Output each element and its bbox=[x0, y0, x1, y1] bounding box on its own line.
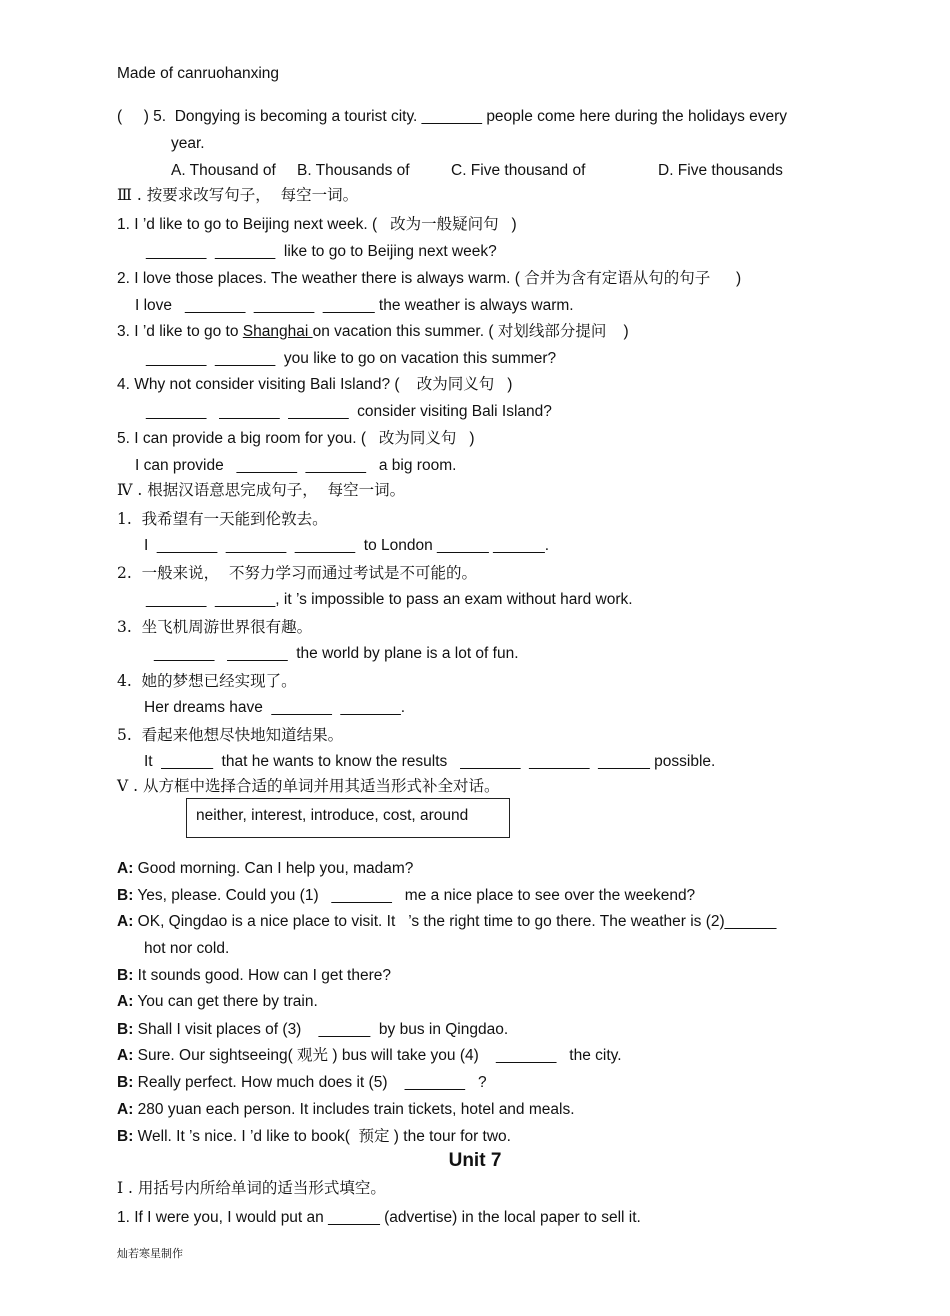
s3-q3-underlined: Shanghai bbox=[242, 323, 313, 340]
s4-a4: Her dreams have _______ _______. bbox=[144, 699, 406, 716]
q5-option-c: C. Five thousand of bbox=[451, 162, 586, 179]
s3-q2: 2. I love those places. The weather there is always warm. ( 合并为含有定语从句的句子 ) bbox=[117, 270, 742, 287]
speaker-label: B: bbox=[117, 967, 134, 984]
unit7-section1-title: Ⅰ . 用括号内所给单词的适当形式填空。 bbox=[117, 1179, 386, 1197]
dialog-text: 280 yuan each person. It includes train tickets, hotel and meals. bbox=[137, 1101, 575, 1118]
dialog-text: Well. It ’s nice. I ’d like to book( 预定 ) the tour for two. bbox=[137, 1128, 511, 1145]
q5-line1: ( ) 5. Dongying is becoming a tourist city. _______ people come here during the holidays every bbox=[117, 108, 788, 125]
q5-option-b: B. Thousands of bbox=[297, 162, 410, 179]
s3-a5: I can provide _______ _______ a big room. bbox=[135, 457, 457, 474]
speaker-label: B: bbox=[117, 1074, 134, 1091]
s3-q5: 5. I can provide a big room for you. ( 改为同义句 ) bbox=[117, 430, 475, 447]
dialog-line bbox=[117, 1020, 508, 1040]
dialog-text: Shall I visit places of (3) ______ by bus in Qingdao. bbox=[137, 1021, 509, 1038]
speaker-label: B: bbox=[117, 887, 134, 904]
dialog-text: Really perfect. How much does it (5) _______ ? bbox=[137, 1074, 487, 1091]
section5-title: Ⅴ . 从方框中选择合适的单词并用其适当形式补全对话。 bbox=[117, 777, 500, 795]
q5-option-d: D. Five thousands bbox=[658, 162, 783, 179]
dialog-line bbox=[117, 859, 413, 879]
s3-q1: 1. I ’d like to go to Beijing next week. ( 改为一般疑问句 ) bbox=[117, 216, 517, 233]
s3-a3: _______ _______ you like to go on vacation this summer? bbox=[146, 350, 557, 367]
speaker-label: A: bbox=[117, 1047, 134, 1064]
speaker-label: A: bbox=[117, 1101, 134, 1118]
dialog-line bbox=[117, 912, 776, 932]
dialog-continuation: hot nor cold. bbox=[144, 940, 230, 957]
dialog-text: Good morning. Can I help you, madam? bbox=[137, 860, 414, 877]
dialog-text: Yes, please. Could you (1) _______ me a nice place to see over the weekend? bbox=[137, 887, 696, 904]
s4-q2: 2. 一般来说， 不努力学习而通过考试是不可能的。 bbox=[117, 564, 477, 582]
s3-a2: I love _______ _______ ______ the weather is always warm. bbox=[135, 297, 574, 314]
s3-q3-post: on vacation this summer. ( 对划线部分提问 ) bbox=[312, 323, 629, 340]
section3-title: Ⅲ . 按要求改写句子， 每空一词。 bbox=[117, 186, 359, 204]
speaker-label: B: bbox=[117, 1021, 134, 1038]
s4-a1: I _______ _______ _______ to London ______ ______. bbox=[144, 537, 550, 554]
q5-option-a: A. Thousand of bbox=[171, 162, 276, 179]
section4-title: Ⅳ . 根据汉语意思完成句子， 每空一词。 bbox=[117, 481, 406, 499]
dialog-text: It sounds good. How can I get there? bbox=[137, 967, 391, 984]
s3-q3 bbox=[117, 322, 629, 342]
footer-text: 灿若寒星制作 bbox=[117, 1247, 183, 1260]
q5-line2: year. bbox=[171, 135, 205, 152]
dialog-line bbox=[117, 1073, 487, 1093]
dialog-line bbox=[117, 1100, 575, 1120]
dialog-line bbox=[117, 886, 695, 906]
dialog-line bbox=[117, 1046, 622, 1066]
word-box-text: neither, interest, introduce, cost, around bbox=[196, 807, 469, 824]
word-box bbox=[186, 798, 510, 838]
s3-q3-pre: 3. I ’d like to go to bbox=[117, 323, 243, 340]
speaker-label: A: bbox=[117, 993, 134, 1010]
s4-a3: _______ _______ the world by plane is a lot of fun. bbox=[154, 645, 519, 662]
speaker-label: A: bbox=[117, 860, 134, 877]
unit-title: Unit 7 bbox=[448, 1150, 502, 1171]
s3-a4: _______ _______ _______ consider visiting Bali Island? bbox=[146, 403, 552, 420]
speaker-label: A: bbox=[117, 913, 134, 930]
s4-q1: 1. 我希望有一天能到伦敦去。 bbox=[117, 510, 328, 528]
dialog-line bbox=[117, 966, 391, 986]
s3-q4: 4. Why not consider visiting Bali Island? ( 改为同义句 ) bbox=[117, 376, 513, 393]
unit7-q1: 1. If I were you, I would put an ______ (advertise) in the local paper to sell it. bbox=[117, 1209, 641, 1226]
dialog-text: You can get there by train. bbox=[137, 993, 318, 1010]
dialog-line bbox=[117, 1127, 511, 1147]
s4-a2: _______ _______, it ’s impossible to pass an exam without hard work. bbox=[146, 591, 633, 608]
s4-q3: 3. 坐飞机周游世界很有趣。 bbox=[117, 618, 313, 636]
dialog-text: Sure. Our sightseeing( 观光 ) bus will take you (4) _______ the city. bbox=[137, 1047, 622, 1064]
speaker-label: B: bbox=[117, 1128, 134, 1145]
dialog-line bbox=[117, 992, 318, 1012]
header-text: Made of canruohanxing bbox=[117, 65, 280, 82]
s4-q5: 5. 看起来他想尽快地知道结果。 bbox=[117, 726, 344, 744]
s4-q4: 4. 她的梦想已经实现了。 bbox=[117, 672, 297, 690]
s3-a1: _______ _______ like to go to Beijing next week? bbox=[146, 243, 497, 260]
s4-a5: It ______ that he wants to know the results _______ _______ ______ possible. bbox=[144, 753, 716, 770]
dialog-text: OK, Qingdao is a nice place to visit. It ’s the right time to go there. The weather is (2)______ bbox=[137, 913, 777, 930]
